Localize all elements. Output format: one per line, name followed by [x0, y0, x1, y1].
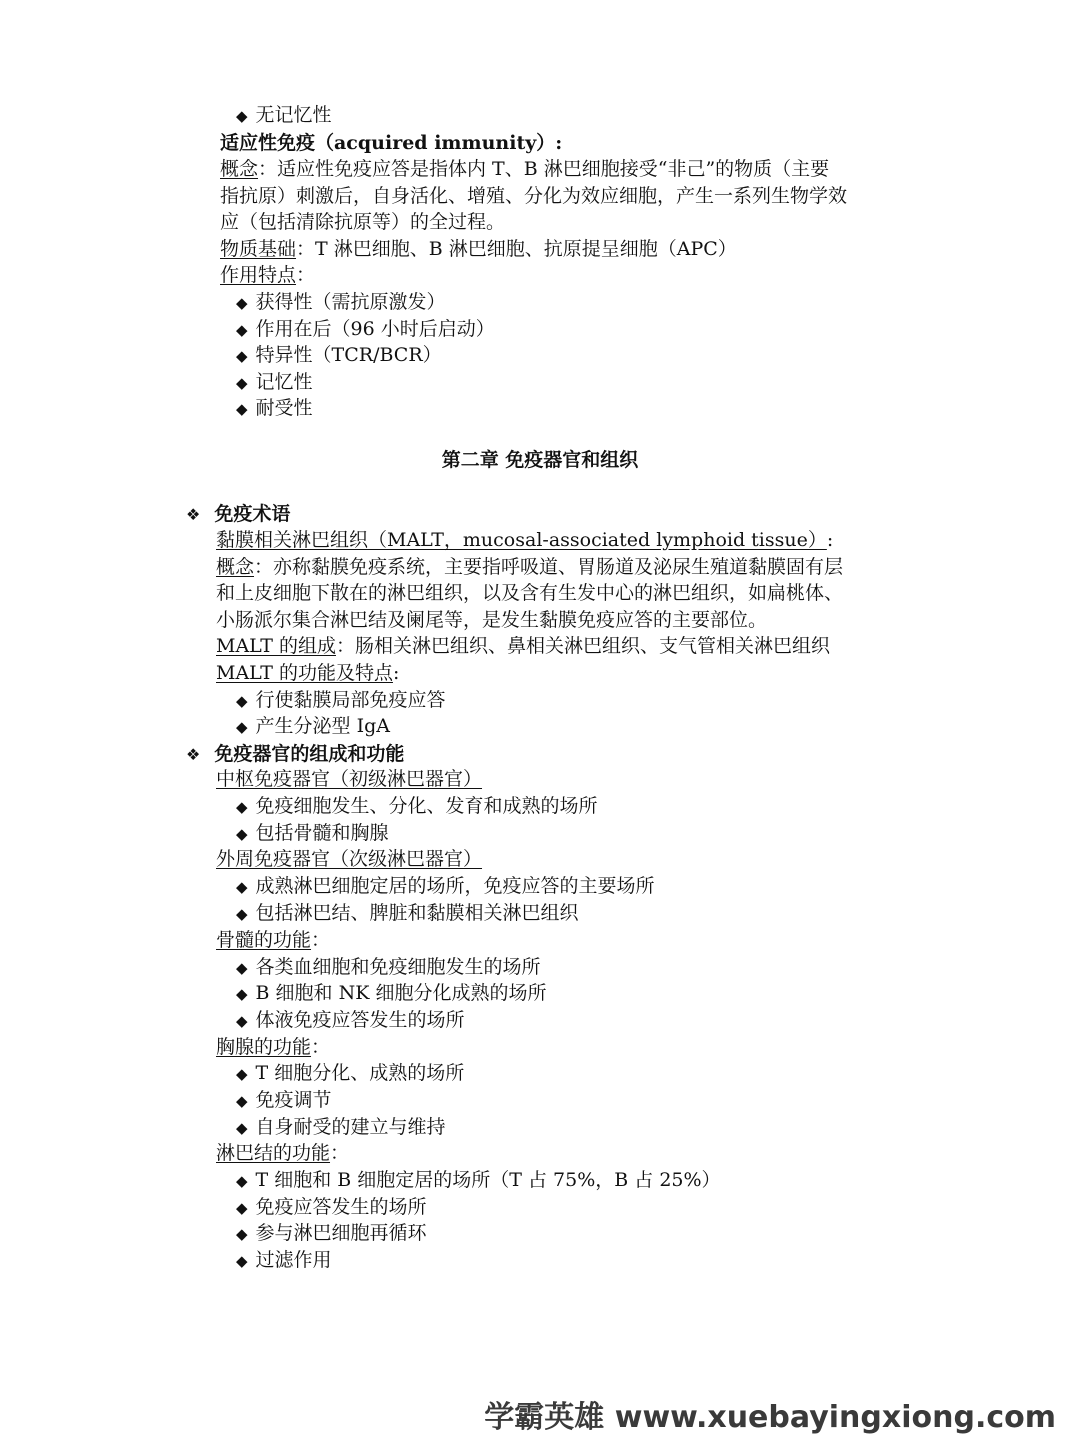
malt-heading: 黏膜相关淋巴组织（MALT，mucosal-associated lymphoid tissue）: — [216, 529, 834, 551]
diamond-bullet-icon: ◆ — [236, 347, 248, 365]
sub-heading: 外周免疫器官（次级淋巴器官） — [216, 848, 483, 870]
diamond-bullet-icon: ◆ — [236, 1172, 248, 1190]
list-item: ◆ 行使黏膜局部免疫应答 — [236, 687, 446, 714]
diamond-bullet-icon: ◆ — [236, 1092, 248, 1110]
diamond-bullet-icon: ◆ — [236, 1225, 248, 1243]
list-item: ◆ 无记忆性 — [236, 102, 332, 129]
list-item: ◆ 自身耐受的建立与维持 — [236, 1114, 446, 1141]
sub-heading: 作用特点： — [220, 264, 316, 286]
diamond-bullet-icon: ◆ — [236, 985, 248, 1003]
list-item: ◆ 体液免疫应答发生的场所 — [236, 1007, 465, 1034]
list-item: ◆ 成熟淋巴细胞定居的场所，免疫应答的主要场所 — [236, 873, 655, 900]
sub-heading: MALT 的功能及特点: — [216, 662, 400, 684]
list-item: ◆ 耐受性 — [236, 395, 313, 422]
list-item: ◆ T 细胞分化、成熟的场所 — [236, 1060, 464, 1087]
list-item: ◆ 特异性（TCR/BCR） — [236, 342, 442, 369]
list-item: ◆ 产生分泌型 IgA — [236, 713, 390, 740]
paragraph-line: 和上皮细胞下散在的淋巴组织，以及含有生发中心的淋巴组织，如扁桃体、 — [216, 582, 844, 604]
paragraph-line: 物质基础：T 淋巴细胞、B 淋巴细胞、抗原提呈细胞（APC） — [220, 238, 737, 260]
sub-heading: 骨髓的功能： — [216, 929, 331, 951]
paragraph-line: 概念：适应性免疫应答是指体内 T、B 淋巴细胞接受“非己”的物质（主要 — [220, 158, 830, 180]
diamond-bullet-icon: ◆ — [236, 718, 248, 736]
list-item: ◆ 免疫细胞发生、分化、发育和成熟的场所 — [236, 793, 598, 820]
chapter-title: 第二章 免疫器官和组织 — [441, 449, 639, 471]
diamond-bullet-icon: ◆ — [236, 1199, 248, 1217]
diamond-bullet-icon: ◆ — [236, 905, 248, 923]
list-item: ◆ T 细胞和 B 细胞定居的场所（T 占 75%，B 占 25%） — [236, 1167, 721, 1194]
list-item: ◆ 免疫调节 — [236, 1087, 332, 1114]
list-item: ◆ 各类血细胞和免疫细胞发生的场所 — [236, 954, 541, 981]
diamond-bullet-icon: ◆ — [236, 374, 248, 392]
list-item: ◆ 免疫应答发生的场所 — [236, 1194, 427, 1221]
list-item: ◆ 过滤作用 — [236, 1247, 332, 1274]
section-heading: ❖ 免疫器官的组成和功能 — [186, 743, 405, 765]
list-item: ◆ 记忆性 — [236, 369, 313, 396]
paragraph-line: MALT 的组成：肠相关淋巴组织、鼻相关淋巴组织、支气管相关淋巴组织 — [216, 635, 830, 657]
section-heading: ❖ 免疫术语 — [186, 503, 291, 525]
diamond-bullet-icon: ◆ — [236, 1119, 248, 1137]
sub-heading: 中枢免疫器官（初级淋巴器官） — [216, 768, 483, 790]
section-heading: 适应性免疫（acquired immunity）: — [220, 132, 563, 154]
diamond-bullet-icon: ◆ — [236, 692, 248, 710]
diamond-bullet-icon: ◆ — [236, 1012, 248, 1030]
diamond-bullet-icon: ◆ — [236, 400, 248, 418]
diamond-bullet-icon: ◆ — [236, 878, 248, 896]
list-item: ◆ 包括骨髓和胸腺 — [236, 820, 389, 847]
diamond-bullet-icon: ◆ — [236, 294, 248, 312]
paragraph-line: 概念：亦称黏膜免疫系统，主要指呼吸道、胃肠道及泌尿生殖道黏膜固有层 — [216, 556, 844, 578]
diamond-bullet-icon: ◆ — [236, 959, 248, 977]
diamond-bullet-icon: ◆ — [236, 321, 248, 339]
list-item: ◆ 作用在后（96 小时后启动） — [236, 316, 495, 343]
diamond-bullet-icon: ◆ — [236, 1252, 248, 1270]
list-item: ◆ B 细胞和 NK 细胞分化成熟的场所 — [236, 980, 546, 1007]
diamond-bullet-icon: ◆ — [236, 825, 248, 843]
four-diamond-section-icon: ❖ — [186, 505, 201, 524]
paragraph-line: 小肠派尔集合淋巴结及阑尾等，是发生黏膜免疫应答的主要部位。 — [216, 609, 768, 631]
diamond-bullet-icon: ◆ — [236, 798, 248, 816]
sub-heading: 胸腺的功能： — [216, 1036, 331, 1058]
diamond-bullet-icon: ◆ — [236, 1065, 248, 1083]
sub-heading: 淋巴结的功能： — [216, 1142, 350, 1164]
site-watermark: 学霸英雄 www.xuebayingxiong.com — [484, 1400, 1056, 1435]
paragraph-line: 指抗原）刺激后，自身活化、增殖、分化为效应细胞，产生一系列生物学效 — [220, 185, 848, 207]
paragraph-line: 应（包括清除抗原等）的全过程。 — [220, 211, 506, 233]
list-item: ◆ 包括淋巴结、脾脏和黏膜相关淋巴组织 — [236, 900, 579, 927]
diamond-bullet-icon: ◆ — [236, 107, 248, 125]
four-diamond-section-icon: ❖ — [186, 745, 201, 764]
list-item: ◆ 获得性（需抗原激发） — [236, 289, 446, 316]
list-item: ◆ 参与淋巴细胞再循环 — [236, 1220, 427, 1247]
